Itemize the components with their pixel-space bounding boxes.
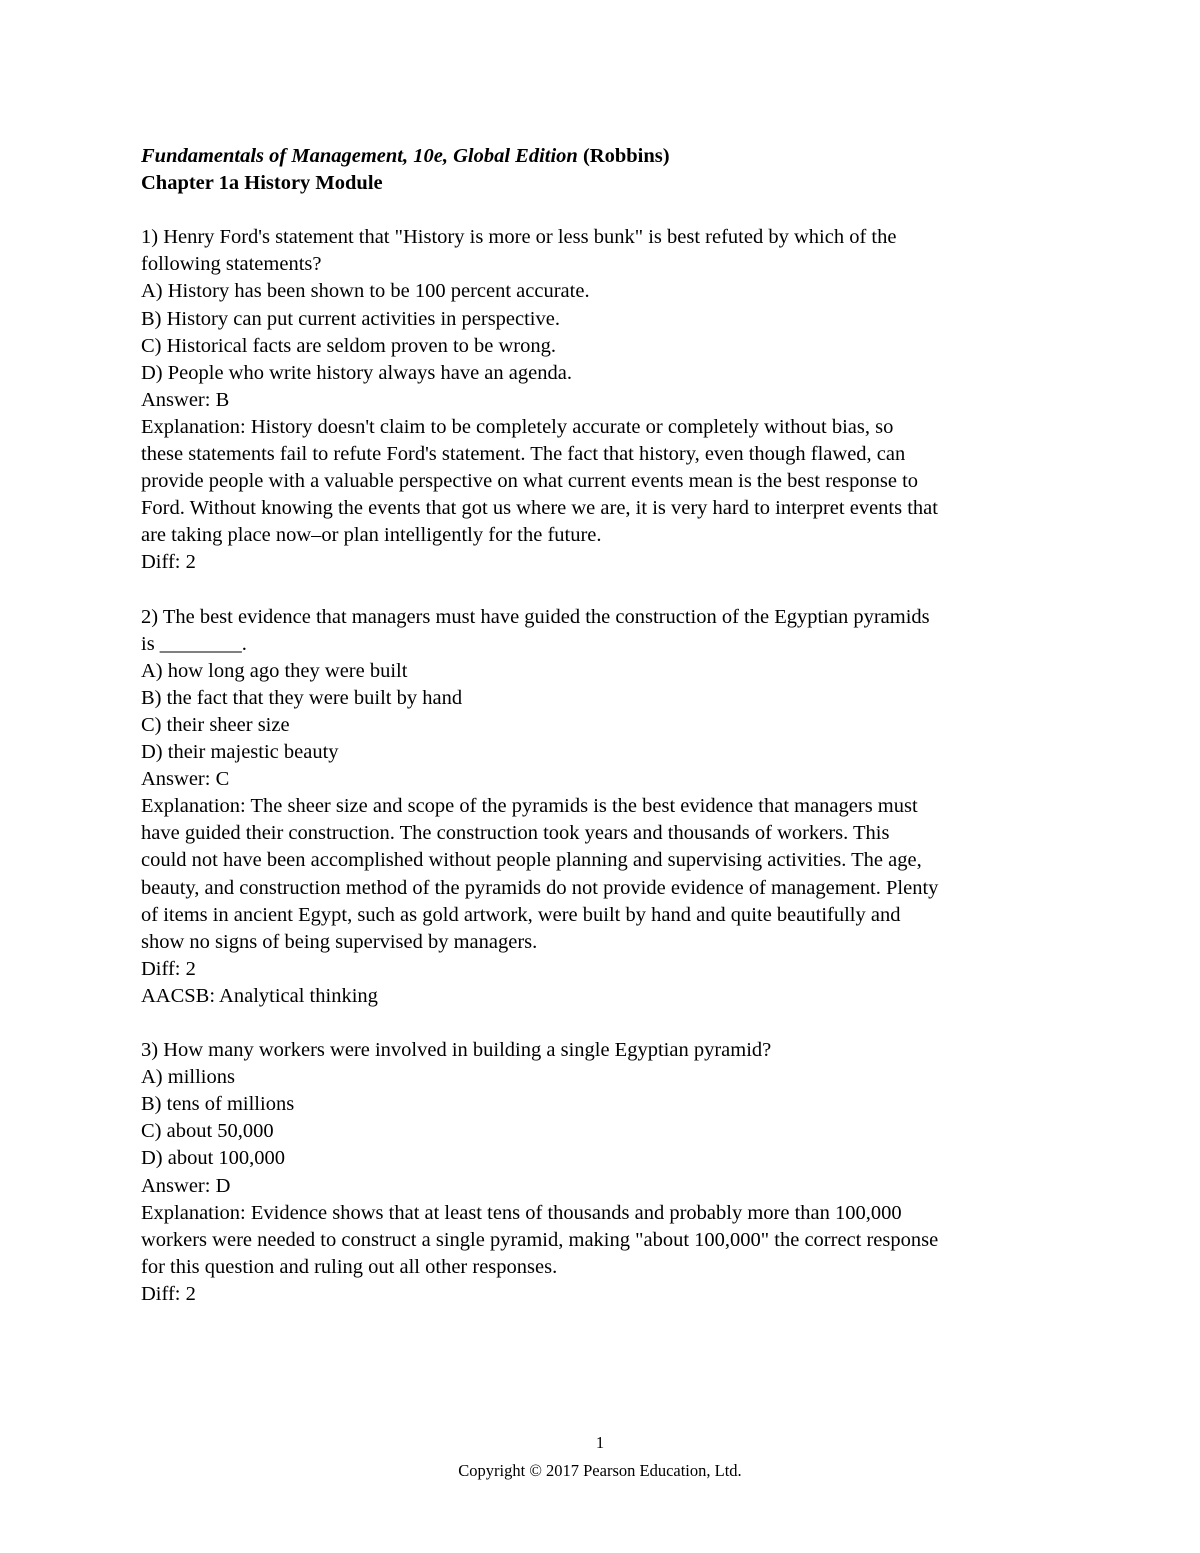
question-1-stem: 1) Henry Ford's statement that "History is more or less bunk" is best refuted by which of the xyxy=(141,226,897,249)
question-1-stem-cont: following statements? xyxy=(141,253,322,276)
question-3-explanation: Explanation: Evidence shows that at least tens of thousands and probably more than 100,000 xyxy=(141,1201,902,1224)
chapter-title: Chapter 1a History Module xyxy=(141,172,383,195)
question-1-explanation-cont: provide people with a valuable perspective on what current events mean is the best response to xyxy=(141,470,919,493)
question-2-stem-cont: is ________. xyxy=(141,632,247,655)
question-2-option-d: D) their majestic beauty xyxy=(141,741,339,764)
spacer xyxy=(141,577,1071,604)
question-1-difficulty: Diff: 2 xyxy=(141,551,196,574)
question-3 xyxy=(141,1037,1071,1308)
question-1-option-c: C) Historical facts are seldom proven to be wrong. xyxy=(141,334,557,357)
question-1-option-b: B) History can put current activities in perspective. xyxy=(141,307,560,330)
copyright-notice: Copyright © 2017 Pearson Education, Ltd. xyxy=(458,1461,742,1480)
question-1-answer: Answer: B xyxy=(141,388,230,411)
question-3-option-d: D) about 100,000 xyxy=(141,1147,286,1170)
question-2-option-b: B) the fact that they were built by hand xyxy=(141,686,463,709)
question-2-aacsb: AACSB: Analytical thinking xyxy=(141,984,378,1007)
question-3-explanation-cont: workers were needed to construct a single pyramid, making "about 100,000" the correct response xyxy=(141,1228,939,1251)
question-1 xyxy=(141,224,1071,576)
question-1-explanation-cont: these statements fail to refute Ford's statement. The fact that history, even though flawed, can xyxy=(141,443,906,466)
question-1-explanation-cont: Ford. Without knowing the events that got us where we are, it is very hard to interpret events that xyxy=(141,497,938,520)
question-1-explanation-cont: are taking place now–or plan intelligently for the future. xyxy=(141,524,602,547)
question-1-option-a: A) History has been shown to be 100 percent accurate. xyxy=(141,280,590,303)
question-3-option-a: A) millions xyxy=(141,1066,235,1089)
book-author: (Robbins) xyxy=(582,145,670,167)
question-3-difficulty: Diff: 2 xyxy=(141,1282,196,1305)
question-1-explanation: Explanation: History doesn't claim to be completely accurate or completely without bias, so xyxy=(141,415,894,438)
question-3-stem: 3) How many workers were involved in building a single Egyptian pyramid? xyxy=(141,1039,772,1062)
question-3-option-b: B) tens of millions xyxy=(141,1093,295,1116)
question-1-option-d: D) People who write history always have an agenda. xyxy=(141,361,572,384)
question-2-explanation-cont: beauty, and construction method of the pyramids do not provide evidence of management. Plenty xyxy=(141,876,939,899)
question-2-answer: Answer: C xyxy=(141,768,230,791)
question-2-explanation-cont: have guided their construction. The construction took years and thousands of workers. This xyxy=(141,822,890,845)
question-2-option-c: C) their sheer size xyxy=(141,713,290,736)
page-content xyxy=(141,143,1071,1308)
question-2-option-a: A) how long ago they were built xyxy=(141,659,408,682)
question-3-explanation-cont: for this question and ruling out all other responses. xyxy=(141,1255,558,1278)
question-2-explanation-cont: of items in ancient Egypt, such as gold artwork, were built by hand and quite beautifully and xyxy=(141,903,901,926)
spacer xyxy=(141,1010,1071,1037)
question-2-explanation-cont: could not have been accomplished without people planning and supervising activities. The age, xyxy=(141,849,922,872)
question-2-explanation: Explanation: The sheer size and scope of the pyramids is the best evidence that managers must xyxy=(141,795,918,818)
question-3-option-c: C) about 50,000 xyxy=(141,1120,274,1143)
question-2 xyxy=(141,604,1071,1010)
book-title-line xyxy=(141,143,1071,170)
page-number: 1 xyxy=(595,1433,605,1452)
question-2-difficulty: Diff: 2 xyxy=(141,957,196,980)
spacer xyxy=(141,197,1071,224)
question-2-stem: 2) The best evidence that managers must have guided the construction of the Egyptian pyramids xyxy=(141,605,930,628)
question-2-explanation-cont: show no signs of being supervised by managers. xyxy=(141,930,538,953)
question-3-answer: Answer: D xyxy=(141,1174,231,1197)
book-title: Fundamentals of Management, 10e, Global Edition xyxy=(141,145,578,167)
